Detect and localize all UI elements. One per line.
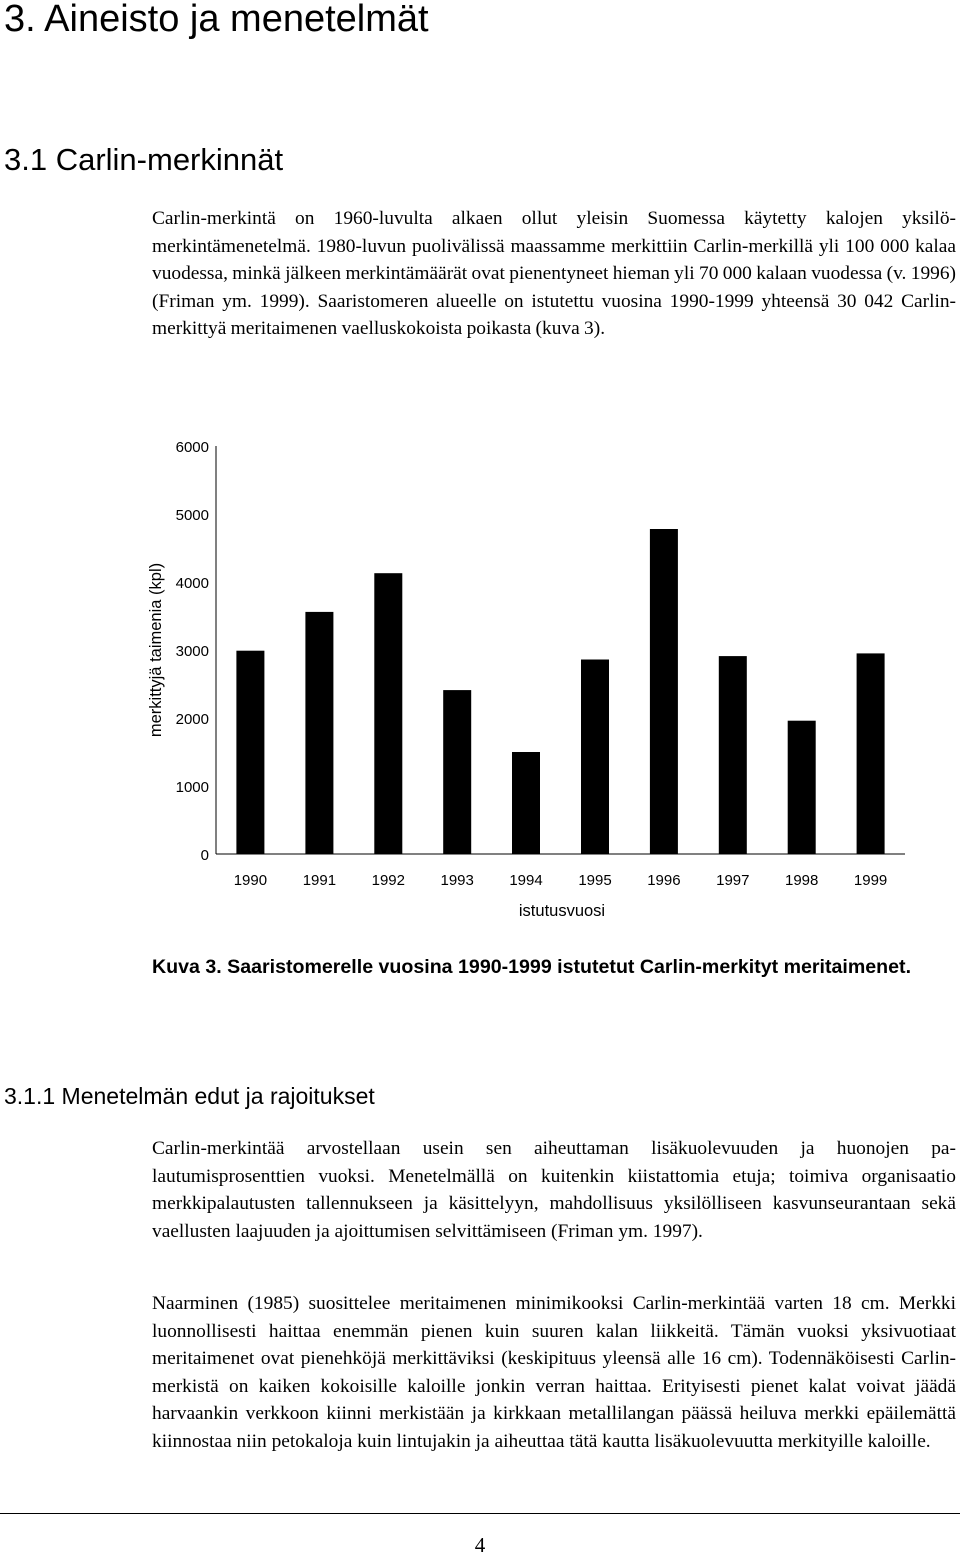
methods-paragraph-1: Carlin-merkintää arvostellaan usein sen aiheuttaman lisäkuolevuuden ja huonojen palautumisprosenttien vuoksi. Menetelmällä on kuitenkin kiistattomia etuja; toimiva organisaatio merkkipalautusten tallennukseen ja käsittelyyn, mahdollisuus yksilölliseen kasvunseurantaan sekä vaellusten laajuuden ja ajoittumisen selvittämiseen (Friman ym. 1997). <box>152 1138 956 1242</box>
y-tick-label: 0 <box>200 847 209 864</box>
y-tick-label: 2000 <box>175 711 209 728</box>
x-tick-label: 1996 <box>647 872 681 889</box>
x-tick-label: 1998 <box>785 872 819 889</box>
bars <box>236 529 884 854</box>
bar-1992 <box>374 573 402 854</box>
bar-1993 <box>443 690 471 854</box>
y-axis-title: merkittyjä taimenia (kpl) <box>147 562 165 738</box>
subsection-title: 3.1 Carlin-merkinnät <box>4 142 284 177</box>
x-tick-label: 1995 <box>578 872 612 889</box>
bar-1999 <box>857 653 885 854</box>
y-tick-label: 5000 <box>175 507 209 524</box>
bar-1994 <box>512 752 540 854</box>
bar-1998 <box>788 721 816 854</box>
section-title: 3. Aineisto ja menetelmät <box>4 0 429 40</box>
y-tick-label: 1000 <box>175 779 209 796</box>
bar-1997 <box>719 656 747 854</box>
x-axis-title: istutusvuosi <box>518 902 606 920</box>
x-tick-label: 1993 <box>440 872 474 889</box>
x-axis-ticks <box>234 872 888 889</box>
subsubsection-title: 3.1.1 Menetelmän edut ja rajoitukset <box>4 1083 375 1109</box>
x-tick-label: 1999 <box>853 872 888 889</box>
bar-1991 <box>305 612 333 854</box>
page-number: 4 <box>474 1533 486 1557</box>
intro-paragraph: Carlin-merkintä on 1960-luvulta alkaen ollut yleisin Suomessa käytetty kalojen yksilömerkintämenetelmä. 1980-luvun puolivälissä maassamme merkittiin Carlin-merkillä yli 100 000 kalaa vuodessa, minkä jälkeen merkintämäärät ovat pienentyneet hieman yli 70 000 kalaan vuodessa (v. 1996) (Friman ym. 1999). Saaristomeren alueelle on istutettu vuosina 1990-1999 yhteensä 30 042 Carlin-merkittyä meritaimenen vaelluskokoista poikasta (kuva 3). <box>152 208 956 339</box>
x-tick-label: 1994 <box>509 872 543 889</box>
x-tick-label: 1990 <box>233 872 268 889</box>
methods-paragraph-2: Naarminen (1985) suosittelee meritaimenen minimikooksi Carlin-merkintää varten 18 cm. Merkki luonnollisesti haittaa enemmän pienen kuin suuren kalan liikkeitä. Tämän vuoksi yksivuotiaat meritaimenet ovat pienehköjä merkittäviksi (keskipituus yleensä alle 16 cm). Todennäköisesti Carlin-merkistä on kaiken kokoisille kaloille jonkin verran haittaa. Erityisesti pienet kalat voivat jäädä harvaankin verkkoon kiinni merkistään ja kirkkaan metallilangan päässä heiluva merkki epäilemättä kiinnostaa niin petokaloja kuin lintujakin ja aiheuttaa tätä kautta lisäkuolevuutta merkityille kaloille. <box>152 1293 956 1452</box>
figure-caption: Kuva 3. Saaristomerelle vuosina 1990-1999 istutetut Carlin-merkityt meritaimenet. <box>152 956 912 978</box>
bar-1995 <box>581 660 609 855</box>
y-tick-label: 3000 <box>175 643 209 660</box>
footer-rule <box>0 1513 960 1514</box>
y-tick-label: 4000 <box>175 575 209 592</box>
y-tick-label: 6000 <box>175 439 209 456</box>
bar-1990 <box>236 651 264 854</box>
x-tick-label: 1992 <box>371 872 405 889</box>
bar-1996 <box>650 529 678 854</box>
x-tick-label: 1991 <box>302 872 337 889</box>
y-axis-ticks <box>176 439 209 864</box>
x-tick-label: 1997 <box>716 872 750 889</box>
